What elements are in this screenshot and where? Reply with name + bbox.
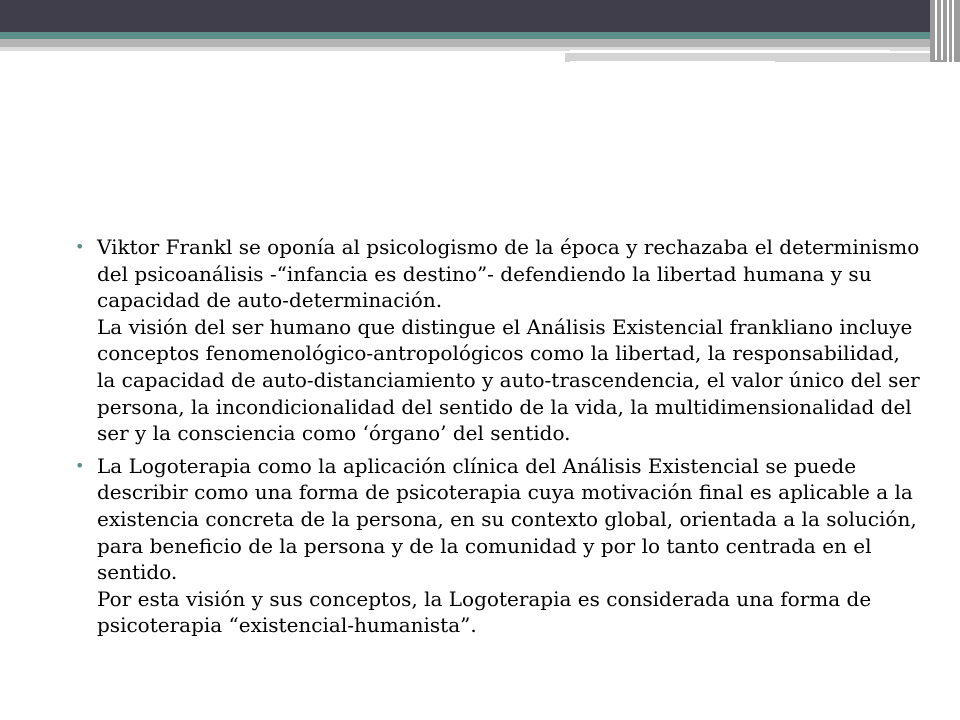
bullet-paragraph: La Logoterapia como la aplicación clínica del Análisis Existencial se puede describir como una forma de psicoterapia cuya motivación final es aplicable a la existencia concreta de la persona, en su contexto global, orientada a la solución, para beneficio de la persona y de la comunidad y por lo tanto centrada en el sentido. <box>97 453 917 585</box>
bullet-dot-icon: • <box>75 237 85 256</box>
decorative-stripe <box>947 0 949 62</box>
decorative-stripe <box>935 0 937 60</box>
decorative-stripe <box>941 0 943 60</box>
bullet-paragraph: La visión del ser humano que distingue el Análisis Existencial frankliano incluye conceptos fenomenológico-antropológicos como la libertad, la responsabilidad, la capacidad de auto-distanciamiento y auto-trascendencia, el valor único del ser persona, la incondicionalidad del sentido de la vida, la multidimensionalidad del ser y la consciencia como ‘órgano’ del sentido. <box>97 314 920 446</box>
header-bar-gray <box>0 39 960 47</box>
decorative-stripe <box>952 0 954 62</box>
bullet-dot-icon: • <box>75 455 85 475</box>
bullet-item <box>75 453 920 639</box>
slide-body <box>75 234 920 645</box>
bullet-list <box>75 234 920 639</box>
header-bar-dark <box>0 0 960 32</box>
header-bar-accent <box>0 32 960 39</box>
header-white-line-short <box>570 61 775 64</box>
bullet-item <box>75 234 920 447</box>
bullet-paragraph: Viktor Frankl se oponía al psicologismo de la época y rechazaba el determinismo del psicoanálisis -“infancia es destino”- defendiendo la libertad humana y su capacidad de auto-determinación. <box>97 235 920 313</box>
bullet-paragraph: Por esta visión y sus conceptos, la Logoterapia es considerada una forma de psicoterapia “existencial-humanista”. <box>97 586 872 638</box>
